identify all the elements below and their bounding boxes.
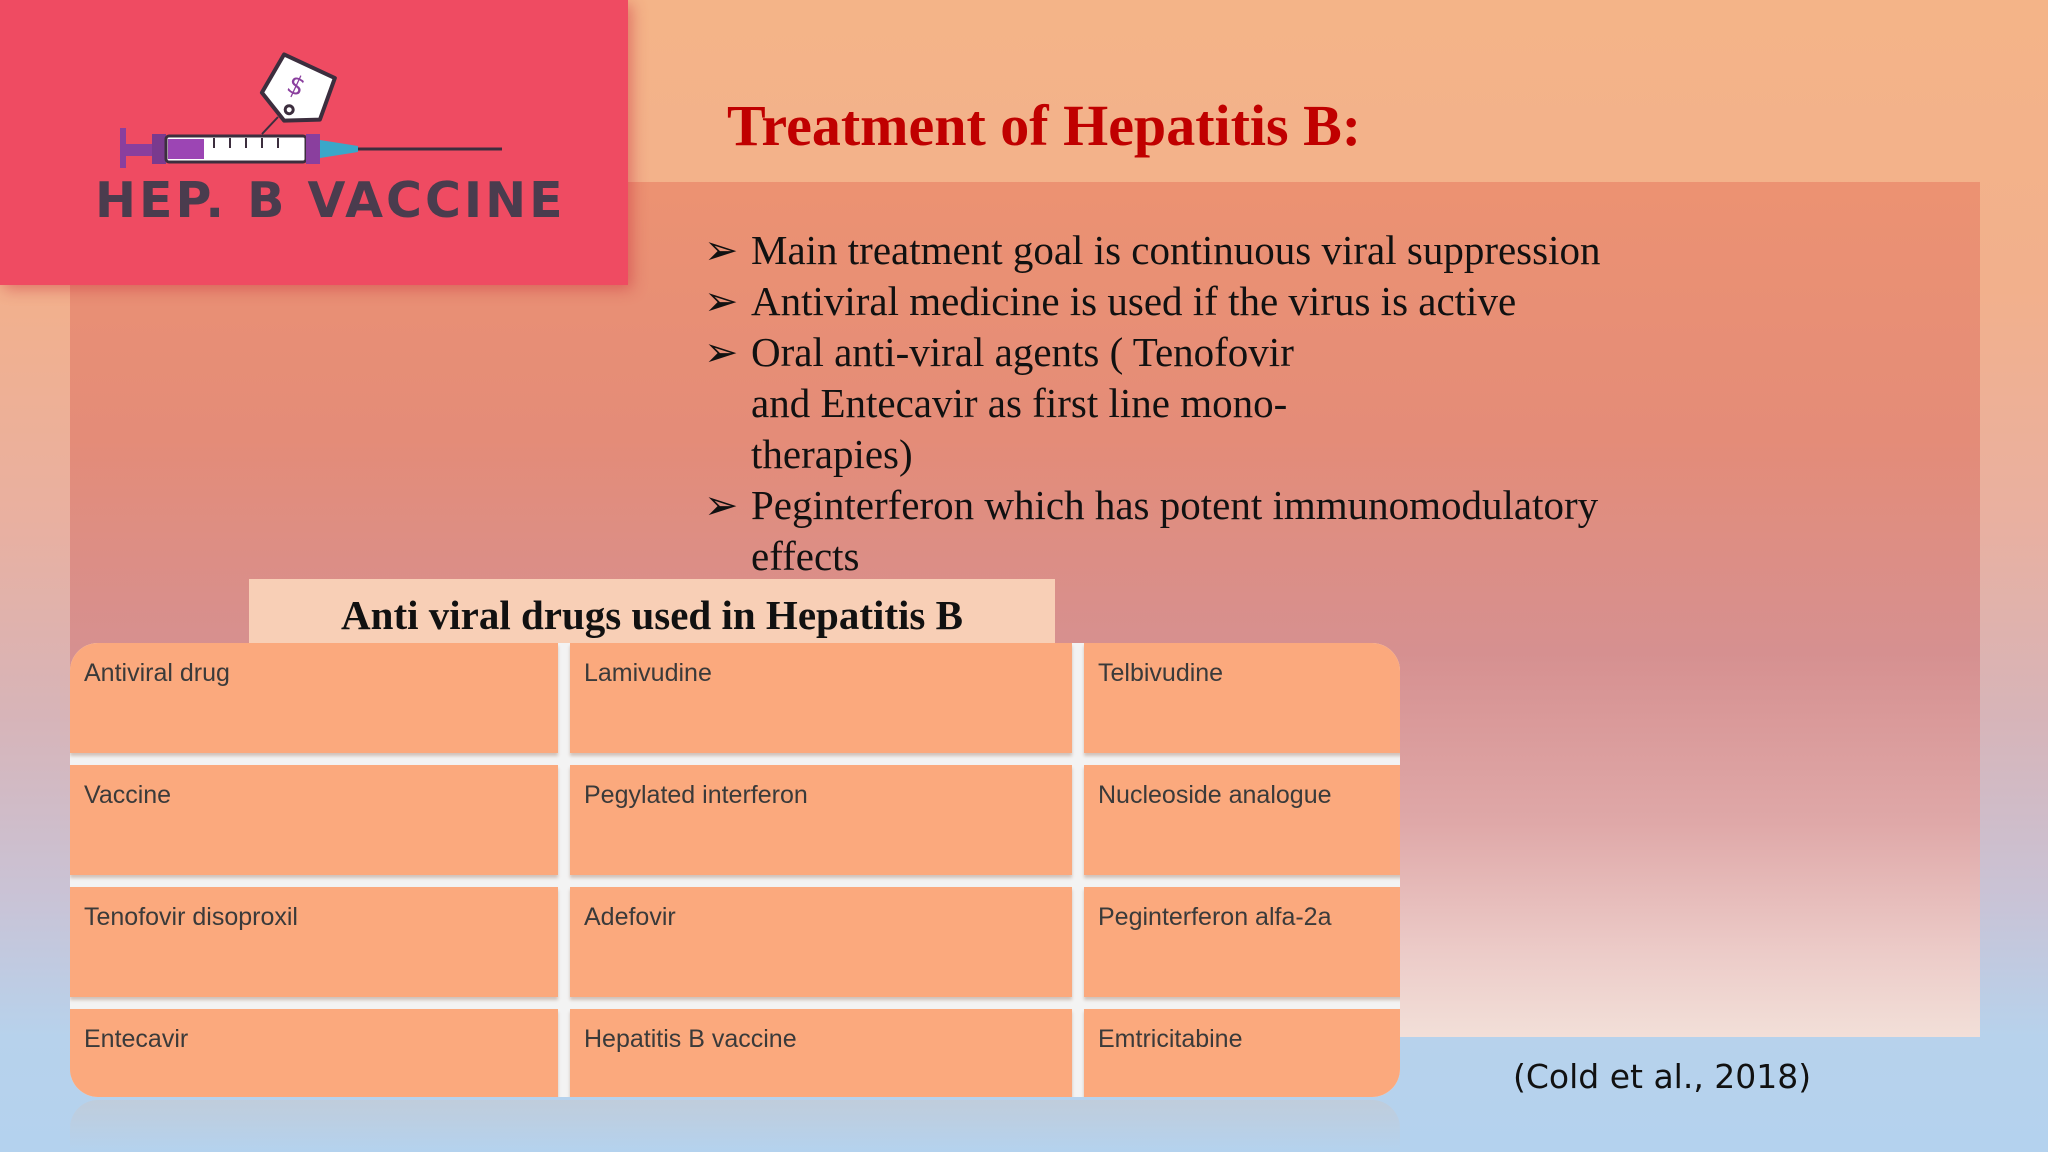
- table-cell: Telbivudine: [1084, 643, 1400, 753]
- table-cell: Hepatitis B vaccine: [570, 1009, 1072, 1097]
- table-cell: Tenofovir disoproxil: [70, 887, 558, 997]
- bullet-list: [700, 225, 1700, 582]
- table-cell: Pegylated interferon: [570, 765, 1072, 875]
- table-cell: Peginterferon alfa-2a: [1084, 887, 1400, 997]
- table-cell: Vaccine: [70, 765, 558, 875]
- table-title: Anti viral drugs used in Hepatitis B: [249, 579, 1055, 645]
- bullet-item: [700, 225, 1700, 276]
- bullet-text: Antiviral medicine is used if the virus is active: [751, 278, 1517, 324]
- table-cell: Emtricitabine: [1084, 1009, 1400, 1097]
- arrow-bullet-icon: ➢: [704, 329, 739, 375]
- bullet-item: [700, 276, 1700, 327]
- bullet-item: [700, 327, 1700, 480]
- table-cell: Nucleoside analogue: [1084, 765, 1400, 875]
- tag-price-symbol: $: [282, 69, 310, 104]
- bullet-item: [700, 480, 1700, 582]
- table-reflection: [70, 1100, 1400, 1152]
- bullet-text: Oral anti-viral agents ( Tenofovir and Entecavir as first line mono-therapies): [751, 329, 1294, 477]
- table-cell: Adefovir: [570, 887, 1072, 997]
- bullet-text: Peginterferon which has potent immunomodulatory effects: [751, 482, 1599, 579]
- table-cell: Antiviral drug: [70, 643, 558, 753]
- citation: (Cold et al., 2018): [1513, 1057, 1812, 1096]
- bullet-text: Main treatment goal is continuous viral suppression: [751, 227, 1601, 273]
- table-cell: Entecavir: [70, 1009, 558, 1097]
- syringe-price-tag-icon: [110, 42, 510, 172]
- arrow-bullet-icon: ➢: [704, 278, 739, 324]
- page-title: Treatment of Hepatitis B:: [727, 93, 1362, 158]
- table-cell: Lamivudine: [570, 643, 1072, 753]
- arrow-bullet-icon: ➢: [704, 227, 739, 273]
- arrow-bullet-icon: ➢: [704, 482, 739, 528]
- drug-table: [70, 643, 1400, 1097]
- logo-text: HEP. B VACCINE: [95, 172, 566, 229]
- logo: [0, 0, 628, 285]
